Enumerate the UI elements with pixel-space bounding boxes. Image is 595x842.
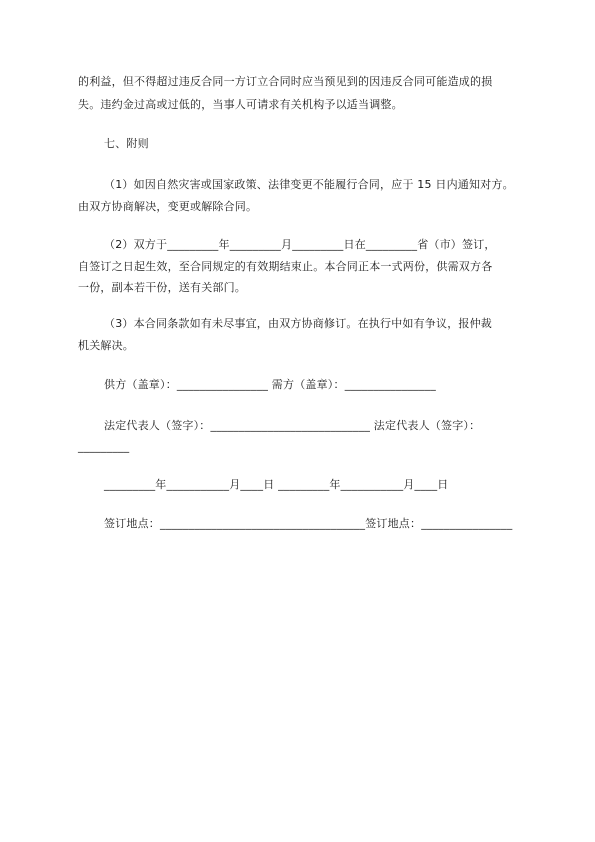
seal-line: 供方（盖章）：________________ 需方（盖章）：________________ — [104, 378, 436, 391]
legal-rep-line: 法定代表人（签字）：____________________________ 法定代表人（签字）： — [104, 419, 481, 432]
clause-2-line-2: 自签订之日起生效，至合同规定的有效期结束止。本合同正本一式两份，供需双方各 — [78, 260, 493, 273]
clause-2-line-1: （2）双方于_________年_________月_________日在_________省（市）签订， — [104, 238, 496, 251]
date-line: _________年___________月____日 _________年___________月____日 — [104, 478, 449, 491]
clause-1-line-2: 由双方协商解决，变更或解除合同。 — [78, 200, 258, 213]
legal-rep-blank: _________ — [78, 440, 130, 453]
signing-place-line: 签订地点：____________________________________签订地点：________________ — [104, 517, 513, 530]
clause-3-line-2: 机关解决。 — [78, 339, 134, 352]
section-heading-appendix: 七、附则 — [104, 137, 149, 150]
clause-1-line-1: （1）如因自然灾害或国家政策、法律变更不能履行合同，应于 15 日内通知对方。 — [104, 178, 514, 191]
clause-3-line-1: （3）本合同条款如有未尽事宜，由双方协商修订。在执行中如有争议，报仲裁 — [104, 317, 492, 330]
text-line-2: 失。违约金过高或过低的，当事人可请求有关机构予以适当调整。 — [78, 98, 403, 111]
clause-2-line-3: 一份，副本若干份，送有关部门。 — [78, 281, 246, 294]
text-line-1: 的利益，但不得超过违反合同一方订立合同时应当预见到的因违反合同可能造成的损 — [78, 75, 493, 88]
